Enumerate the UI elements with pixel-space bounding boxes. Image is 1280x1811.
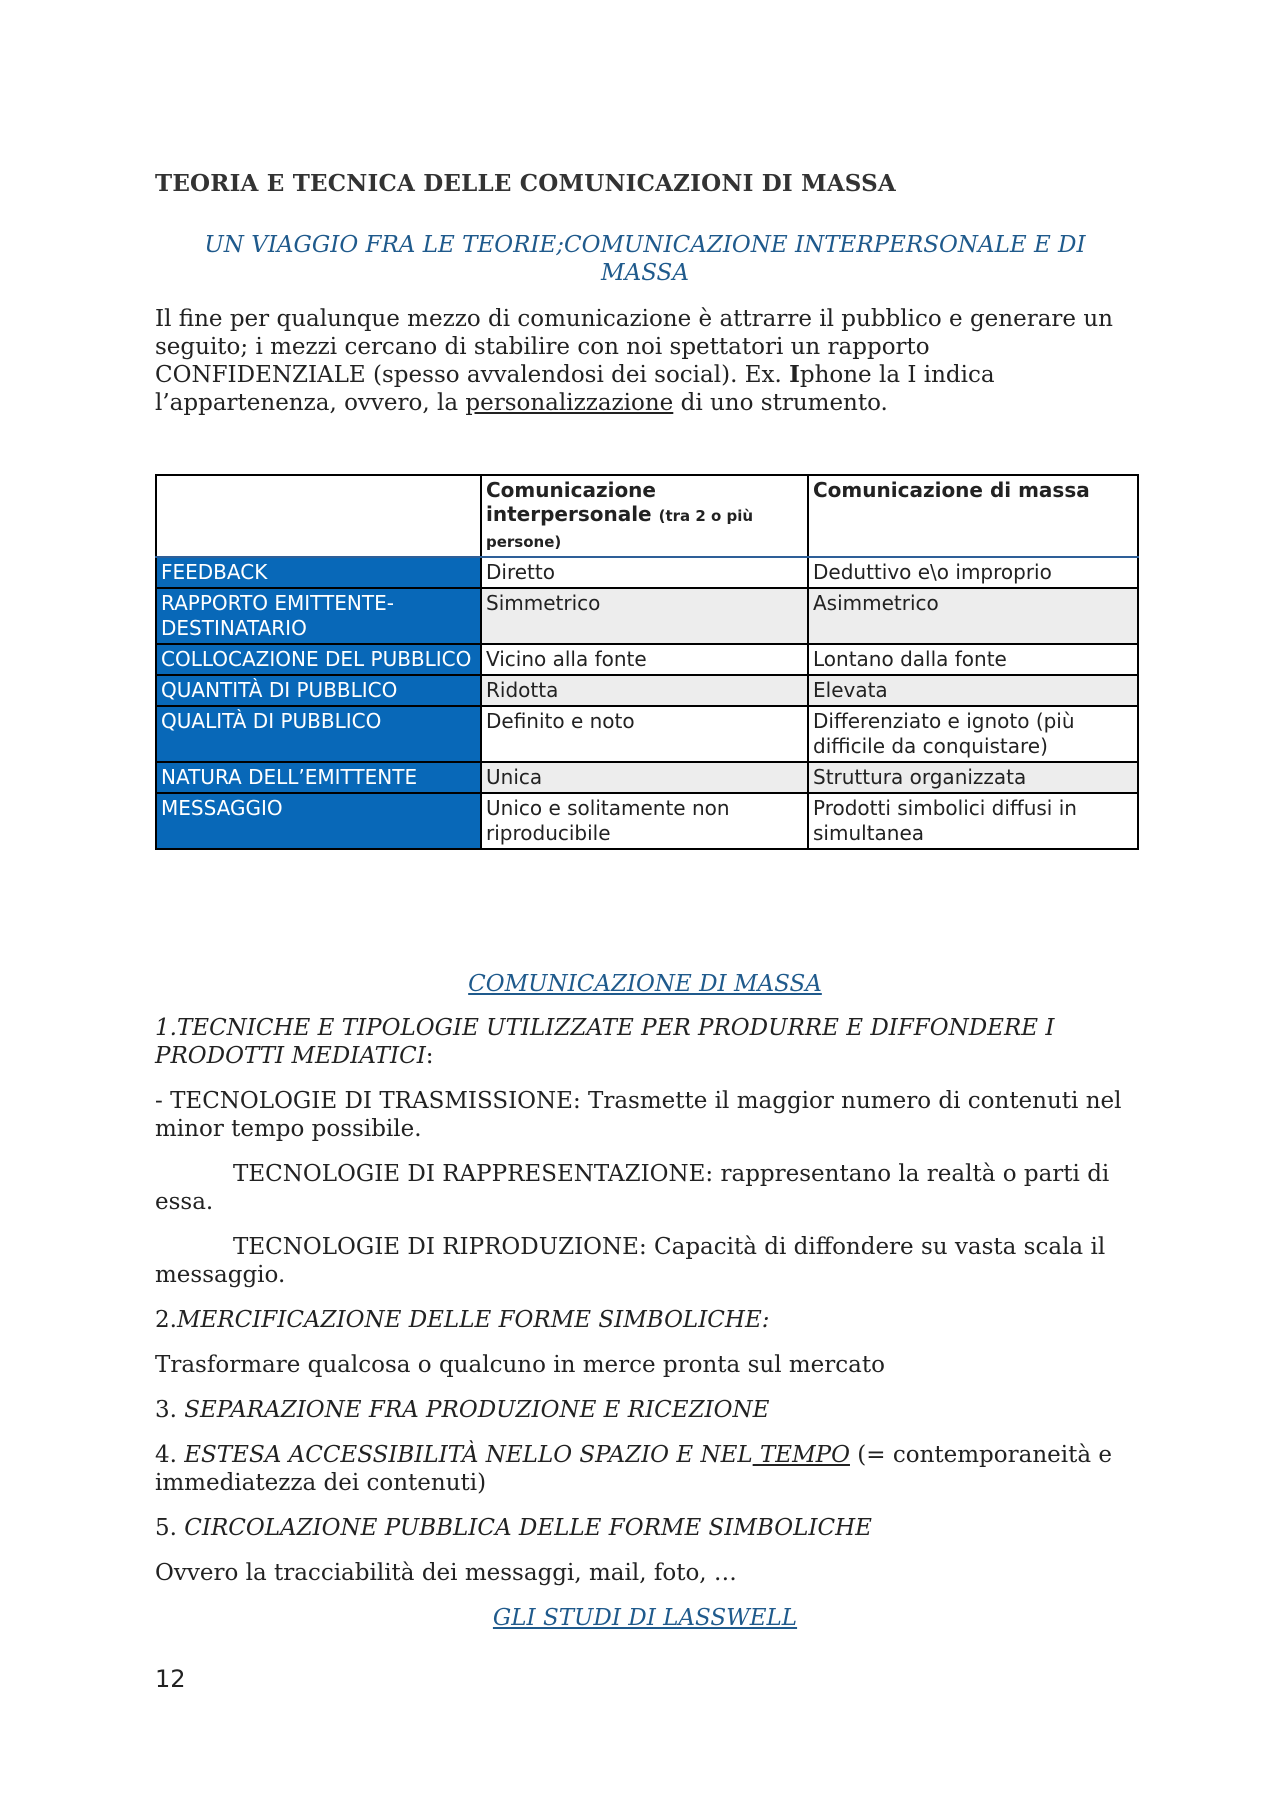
interpersonal-cell: Unico e solitamente non riproducibile: [481, 793, 808, 849]
row-label: COLLOCAZIONE DEL PUBBLICO: [156, 644, 481, 675]
mass-cell: Asimmetrico: [808, 588, 1138, 644]
interpersonal-cell: Ridotta: [481, 675, 808, 706]
point-5-text: Ovvero la tracciabilità dei messaggi, mail, foto, …: [155, 1560, 737, 1586]
point-3: 3. SEPARAZIONE FRA PRODUZIONE E RICEZIONE: [155, 1397, 770, 1423]
row-label: FEEDBACK: [156, 557, 481, 588]
technology-transmission: - TECNOLOGIE DI TRASMISSIONE: Trasmette il maggior numero di contenuti nel minor tempo possibile.: [155, 1088, 1122, 1142]
document-title: TEORIA E TECNICA DELLE COMUNICAZIONI DI MASSA: [155, 170, 896, 197]
technology-reproduction: TECNOLOGIE DI RIPRODUZIONE: Capacità di diffondere su vasta scala il messaggio.: [155, 1234, 1106, 1288]
interpersonal-cell: Diretto: [481, 557, 808, 588]
row-label: QUANTITÀ DI PUBBLICO: [156, 675, 481, 706]
row-label: NATURA DELL’EMITTENTE: [156, 762, 481, 793]
intro-text-middle: phone la I indica l’appartenenza, ovvero, la: [155, 362, 995, 416]
table-row: [156, 762, 1138, 793]
intro-bold-letter: I: [789, 361, 800, 388]
page-number: 12: [155, 1665, 186, 1693]
point-2-text: Trasformare qualcosa o qualcuno in merce pronta sul mercato: [155, 1352, 885, 1378]
row-label: MESSAGGIO: [156, 793, 481, 849]
table-header-row: [156, 475, 1138, 557]
document-page: [155, 170, 1135, 1631]
row-label: QUALITÀ DI PUBBLICO: [156, 706, 481, 762]
interpersonal-cell: Simmetrico: [481, 588, 808, 644]
mass-communication-section: [155, 970, 1135, 1648]
mass-cell: Differenziato e ignoto (più difficile da conquistare): [808, 706, 1138, 762]
table-row: [156, 793, 1138, 849]
next-section-heading: GLI STUDI DI LASSWELL: [492, 1605, 798, 1631]
mass-cell: Deduttivo e\o improprio: [808, 557, 1138, 588]
point-2: 2.MERCIFICAZIONE DELLE FORME SIMBOLICHE:: [155, 1307, 770, 1333]
table-row: [156, 675, 1138, 706]
row-label: RAPPORTO EMITTENTE-DESTINATARIO: [156, 588, 481, 644]
header-empty-cell: [156, 475, 481, 557]
point-4: 4. ESTESA ACCESSIBILITÀ NELLO SPAZIO E NEL TEMPO (= contemporaneità e immediatezza dei contenuti): [155, 1442, 1112, 1496]
intro-text-end: di uno strumento.: [673, 390, 888, 416]
table-row: [156, 706, 1138, 762]
intro-text: Il fine per qualunque mezzo di comunicazione è attrarre il pubblico e generare un seguito; i mezzi cercano di stabilire con noi spettatori un rapporto CONFIDENZIALE (spesso avvalendosi dei social). Ex.: [155, 306, 1113, 388]
mass-cell: Elevata: [808, 675, 1138, 706]
table-row: [156, 644, 1138, 675]
intro-underlined-word: personalizzazione: [465, 390, 674, 416]
table-row: [156, 557, 1138, 588]
mass-cell: Lontano dalla fonte: [808, 644, 1138, 675]
intro-paragraph: [155, 305, 1135, 417]
header-mass: Comunicazione di massa: [808, 475, 1138, 557]
technology-representation: TECNOLOGIE DI RAPPRESENTAZIONE: rappresentano la realtà o parti di essa.: [155, 1161, 1110, 1215]
point-5: 5. CIRCOLAZIONE PUBBLICA DELLE FORME SIMBOLICHE: [155, 1515, 872, 1541]
subtitle-line-1: UN VIAGGIO FRA LE TEORIE;COMUNICAZIONE INTERPERSONALE E DI: [204, 232, 1086, 258]
section-subtitle: [155, 231, 1135, 287]
comparison-table: [155, 474, 1139, 850]
interpersonal-cell: Definito e noto: [481, 706, 808, 762]
table-row: [156, 588, 1138, 644]
interpersonal-cell: Unica: [481, 762, 808, 793]
header-interpersonal: Comunicazione interpersonale (tra 2 o più persone): [481, 475, 808, 557]
mass-cell: Prodotti simbolici diffusi in simultanea: [808, 793, 1138, 849]
section-heading: COMUNICAZIONE DI MASSA: [468, 971, 822, 997]
mass-cell: Struttura organizzata: [808, 762, 1138, 793]
point-1: 1.TECNICHE E TIPOLOGIE UTILIZZATE PER PRODURRE E DIFFONDERE I PRODOTTI MEDIATICI:: [155, 1015, 1055, 1069]
subtitle-line-2: MASSA: [601, 260, 689, 286]
interpersonal-cell: Vicino alla fonte: [481, 644, 808, 675]
